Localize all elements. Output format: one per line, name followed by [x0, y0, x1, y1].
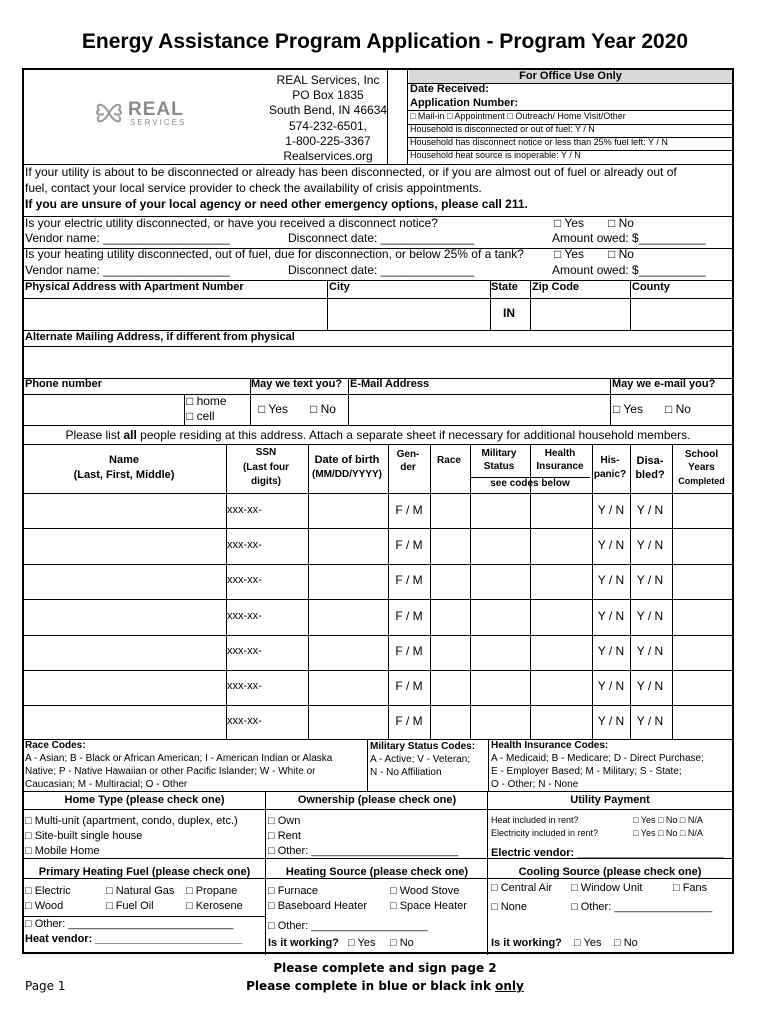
- ssn-prefix: xxx-xx-: [227, 539, 262, 551]
- real-services-logo: [92, 98, 126, 133]
- health-codes-heading: Health Insurance Codes:: [491, 740, 609, 751]
- fuel-kerosene-checkbox[interactable]: □ Kerosene: [186, 900, 243, 912]
- ownership-heading: Ownership (please check one): [297, 794, 457, 806]
- ownership-other-field[interactable]: □ Other: ________________________: [268, 845, 459, 857]
- col-hispanic-sub: panic?: [593, 469, 627, 480]
- flower-logo-icon: [92, 98, 126, 128]
- agency-name: REAL Services, Inc: [276, 73, 380, 87]
- electric-disconnect-question: Is your electric utility disconnected, or have you received a disconnect notice?: [25, 216, 438, 230]
- col-school-sub-2: Completed: [678, 476, 725, 486]
- electric-amount-owed-field[interactable]: Amount owed: $__________: [552, 231, 706, 245]
- source-furnace-checkbox[interactable]: □ Furnace: [268, 885, 319, 897]
- city-label: City: [329, 281, 350, 293]
- cooling-working-yes-checkbox[interactable]: □ Yes: [574, 937, 602, 949]
- hispanic-options[interactable]: Y / N: [597, 714, 625, 728]
- office-heat-inoperable: Household heat source is inoperable: Y / N: [410, 150, 581, 160]
- ssn-prefix: xxx-xx-: [227, 610, 262, 622]
- cooling-window-unit-checkbox[interactable]: □ Window Unit: [571, 882, 643, 894]
- home-type-heading: Home Type (please check one): [64, 794, 225, 806]
- col-name-sub: (Last, First, Middle): [73, 469, 175, 481]
- heating-disconnect-question: Is your heating utility disconnected, out of fuel, due for disconnection, or below 25% of a tank?: [25, 247, 524, 261]
- heat-included-options[interactable]: □ Yes □ No □ N/A: [633, 815, 703, 825]
- col-disabled-sub: bled?: [635, 469, 665, 481]
- health-codes-line-3: O - Other; N - None: [491, 779, 579, 790]
- heat-vendor-field[interactable]: Heat vendor: ________________________: [25, 933, 243, 945]
- col-race: Race: [437, 455, 461, 466]
- col-hispanic: His-: [600, 455, 620, 466]
- cooling-none-checkbox[interactable]: □ None: [491, 901, 527, 913]
- disabled-options[interactable]: Y / N: [636, 609, 664, 623]
- cooling-working-question: Is it working?: [491, 937, 562, 949]
- alternate-address-label: Alternate Mailing Address, if different from physical: [25, 331, 295, 343]
- col-ssn-sub-2: digits): [251, 476, 281, 487]
- health-codes-line-2: E - Employer Based; M - Military; S - State;: [491, 766, 682, 777]
- page-title: Energy Assistance Program Application - Program Year 2020: [81, 30, 689, 53]
- household-instructions: Please list all people residing at this address. Attach a separate sheet if necessary for additional household members.: [65, 428, 691, 442]
- heating-amount-owed-field[interactable]: Amount owed: $__________: [552, 263, 706, 277]
- electric-no-checkbox[interactable]: □ No: [608, 216, 634, 230]
- phone-cell-checkbox[interactable]: □ cell: [186, 409, 215, 423]
- disabled-options[interactable]: Y / N: [636, 679, 664, 693]
- crisis-info-line-1: If your utility is about to be disconnected or already has been disconnected, or if you are almost out of fuel or already out of: [25, 165, 677, 179]
- col-health-sub: Insurance: [536, 461, 584, 472]
- race-codes-line-3: Caucasian; M - Multiracial; O - Other: [25, 779, 188, 790]
- utility-payment-heading: Utility Payment: [570, 794, 650, 806]
- electric-vendor-field[interactable]: Vendor name: ___________________: [25, 231, 230, 245]
- crisis-info-line-2: fuel, contact your local service provider to check the availability of crisis appointments.: [25, 181, 482, 195]
- agency-phone-1: 574-232-6501,: [288, 119, 368, 133]
- disabled-options[interactable]: Y / N: [636, 538, 664, 552]
- ownership-own-checkbox[interactable]: □ Own: [268, 815, 301, 827]
- alternate-address-input[interactable]: [24, 346, 732, 376]
- household-row[interactable]: [24, 494, 732, 529]
- city-input[interactable]: [327, 297, 488, 328]
- email-address-input[interactable]: [348, 393, 608, 423]
- state-value: IN: [503, 306, 515, 320]
- email-no-checkbox[interactable]: □ No: [665, 402, 691, 416]
- cooling-fans-checkbox[interactable]: □ Fans: [673, 882, 708, 894]
- county-label: County: [632, 281, 670, 293]
- source-wood-stove-checkbox[interactable]: □ Wood Stove: [390, 885, 460, 897]
- page-number: Page 1: [25, 979, 66, 993]
- gender-options[interactable]: F / M: [395, 538, 423, 552]
- gender-options[interactable]: F / M: [395, 573, 423, 587]
- date-received-label: Date Received:: [410, 83, 489, 95]
- email-yes-checkbox[interactable]: □ Yes: [613, 402, 643, 416]
- col-school-sub: Years: [688, 462, 715, 473]
- hispanic-options[interactable]: Y / N: [597, 573, 625, 587]
- source-other-field[interactable]: □ Other: ___________________: [268, 920, 428, 932]
- col-disabled: Disa-: [636, 455, 664, 467]
- email-address-label: E-Mail Address: [350, 378, 430, 390]
- ownership-rent-checkbox[interactable]: □ Rent: [268, 830, 301, 842]
- gender-options[interactable]: F / M: [395, 644, 423, 658]
- hispanic-options[interactable]: Y / N: [597, 644, 625, 658]
- phone-number-label: Phone number: [25, 378, 103, 390]
- electric-disconnect-date-field[interactable]: Disconnect date: ______________: [288, 231, 475, 245]
- col-gender: Gen-: [396, 449, 420, 460]
- household-row[interactable]: [24, 636, 732, 671]
- hispanic-options[interactable]: Y / N: [597, 503, 625, 517]
- heating-no-checkbox[interactable]: □ No: [608, 247, 634, 261]
- electric-yes-checkbox[interactable]: □ Yes: [554, 216, 584, 230]
- office-disconnect-notice: Household has disconnect notice or less than 25% fuel left: Y / N: [410, 137, 668, 147]
- household-row[interactable]: [24, 706, 732, 740]
- gender-options[interactable]: F / M: [395, 714, 423, 728]
- cooling-central-air-checkbox[interactable]: □ Central Air: [491, 882, 553, 894]
- ssn-prefix: xxx-xx-: [227, 504, 262, 516]
- text-permission-label: May we text you?: [251, 378, 343, 390]
- zip-code-input[interactable]: [530, 297, 628, 328]
- source-baseboard-checkbox[interactable]: □ Baseboard Heater: [268, 900, 367, 912]
- source-space-heater-checkbox[interactable]: □ Space Heater: [390, 900, 467, 912]
- home-mobile-checkbox[interactable]: □ Mobile Home: [25, 845, 100, 857]
- fuel-propane-checkbox[interactable]: □ Propane: [186, 885, 238, 897]
- agency-website: Realservices.org: [283, 149, 373, 163]
- household-row[interactable]: [24, 601, 732, 636]
- heating-yes-checkbox[interactable]: □ Yes: [554, 247, 584, 261]
- heating-disconnect-date-field[interactable]: Disconnect date: ______________: [288, 263, 475, 277]
- col-dob: Date of birth: [314, 454, 380, 466]
- gender-options[interactable]: F / M: [395, 503, 423, 517]
- agency-city: South Bend, IN 46634: [268, 103, 388, 117]
- heating-fuel-heading: Primary Heating Fuel (please check one): [38, 866, 251, 878]
- col-gender-sub: der: [400, 462, 416, 473]
- cooling-working-no-checkbox[interactable]: □ No: [614, 937, 638, 949]
- disabled-options[interactable]: Y / N: [636, 503, 664, 517]
- logo-name: REAL: [128, 99, 184, 120]
- office-disconnected: Household is disconnected or out of fuel: Y / N: [410, 124, 595, 134]
- fuel-wood-checkbox[interactable]: □ Wood: [25, 900, 64, 912]
- zip-code-label: Zip Code: [532, 281, 580, 293]
- col-military-sub: Status: [483, 461, 515, 472]
- household-row[interactable]: [24, 530, 732, 565]
- race-codes-line-2: Native; P - Native Hawaiian or other Pacific Islander; W - White or: [25, 766, 316, 777]
- physical-address-input[interactable]: [24, 297, 325, 328]
- disabled-options[interactable]: Y / N: [636, 573, 664, 587]
- agency-po-box: PO Box 1835: [292, 88, 364, 102]
- electric-vendor-field-bottom[interactable]: Electric vendor: ________________________: [491, 847, 725, 859]
- heating-working-yes-checkbox[interactable]: □ Yes: [348, 937, 376, 949]
- agency-phone-2: 1-800-225-3367: [285, 134, 371, 148]
- military-codes-line-1: A - Active; V - Veteran;: [370, 754, 471, 765]
- heating-source-heading: Heating Source (please check one): [285, 866, 469, 878]
- race-codes-heading: Race Codes:: [25, 740, 86, 751]
- hispanic-options[interactable]: Y / N: [597, 538, 625, 552]
- heat-included-question: Heat included in rent?: [491, 815, 579, 825]
- fuel-electric-checkbox[interactable]: □ Electric: [25, 885, 71, 897]
- col-name: Name: [109, 454, 139, 466]
- hispanic-options[interactable]: Y / N: [597, 679, 625, 693]
- heating-working-no-checkbox[interactable]: □ No: [390, 937, 414, 949]
- application-number-label: Application Number:: [410, 97, 519, 109]
- phone-number-input[interactable]: [24, 393, 184, 423]
- state-label: State: [491, 281, 518, 293]
- see-codes-note: see codes below: [490, 478, 570, 489]
- logo-subtitle: SERVICES: [130, 118, 187, 127]
- fuel-natural-gas-checkbox[interactable]: □ Natural Gas: [106, 885, 175, 897]
- household-row[interactable]: [24, 671, 732, 706]
- ssn-prefix: xxx-xx-: [227, 680, 262, 692]
- text-yes-checkbox[interactable]: □ Yes: [258, 402, 288, 416]
- disabled-options[interactable]: Y / N: [636, 714, 664, 728]
- ssn-prefix: xxx-xx-: [227, 645, 262, 657]
- health-codes-line-1: A - Medicaid; B - Medicare; D - Direct Purchase;: [491, 753, 704, 764]
- text-no-checkbox[interactable]: □ No: [310, 402, 336, 416]
- intake-method-options: □ Mail-in □ Appointment □ Outreach/ Home Visit/Other: [410, 111, 626, 121]
- sign-page-2-note: Please complete and sign page 2: [273, 961, 497, 975]
- disabled-options[interactable]: Y / N: [636, 644, 664, 658]
- electricity-included-options[interactable]: □ Yes □ No □ N/A: [633, 828, 703, 838]
- heating-vendor-field[interactable]: Vendor name: ___________________: [25, 263, 230, 277]
- race-codes-line-1: A - Asian; B - Black or African American; I - American Indian or Alaska: [25, 753, 333, 764]
- col-dob-sub: (MM/DD/YYYY): [312, 469, 382, 480]
- county-input[interactable]: [630, 297, 732, 328]
- col-ssn-sub-1: (Last four: [242, 462, 290, 473]
- electricity-included-question: Electricity included in rent?: [491, 828, 599, 838]
- physical-address-label: Physical Address with Apartment Number: [25, 281, 244, 293]
- col-ssn: SSN: [255, 447, 277, 458]
- heating-working-question: Is it working?: [268, 937, 339, 949]
- office-use-heading: For Office Use Only: [519, 70, 622, 82]
- ink-instruction: Please complete in blue or black ink only: [246, 979, 524, 993]
- fuel-oil-checkbox[interactable]: □ Fuel Oil: [106, 900, 154, 912]
- household-row[interactable]: [24, 565, 732, 600]
- fuel-other-field[interactable]: □ Other: ___________________________: [25, 918, 234, 930]
- hispanic-options[interactable]: Y / N: [597, 609, 625, 623]
- cooling-other-field[interactable]: □ Other: ________________: [571, 901, 713, 913]
- col-military: Military: [481, 448, 517, 459]
- gender-options[interactable]: F / M: [395, 609, 423, 623]
- crisis-info-line-3: If you are unsure of your local agency or need other emergency options, please call 211.: [25, 197, 528, 211]
- ssn-prefix: xxx-xx-: [227, 574, 262, 586]
- cooling-source-heading: Cooling Source (please check one): [518, 866, 702, 878]
- phone-home-checkbox[interactable]: □ home: [186, 394, 227, 408]
- home-site-built-checkbox[interactable]: □ Site-built single house: [25, 830, 143, 842]
- col-school: School: [684, 449, 719, 460]
- home-multi-unit-checkbox[interactable]: □ Multi-unit (apartment, condo, duplex, etc.): [25, 815, 238, 827]
- col-health: Health: [544, 448, 576, 459]
- gender-options[interactable]: F / M: [395, 679, 423, 693]
- ssn-prefix: xxx-xx-: [227, 715, 262, 727]
- military-codes-heading: Military Status Codes:: [370, 741, 476, 752]
- email-permission-label: May we e-mail you?: [612, 378, 716, 390]
- military-codes-line-2: N - No Affiliation: [370, 767, 442, 778]
